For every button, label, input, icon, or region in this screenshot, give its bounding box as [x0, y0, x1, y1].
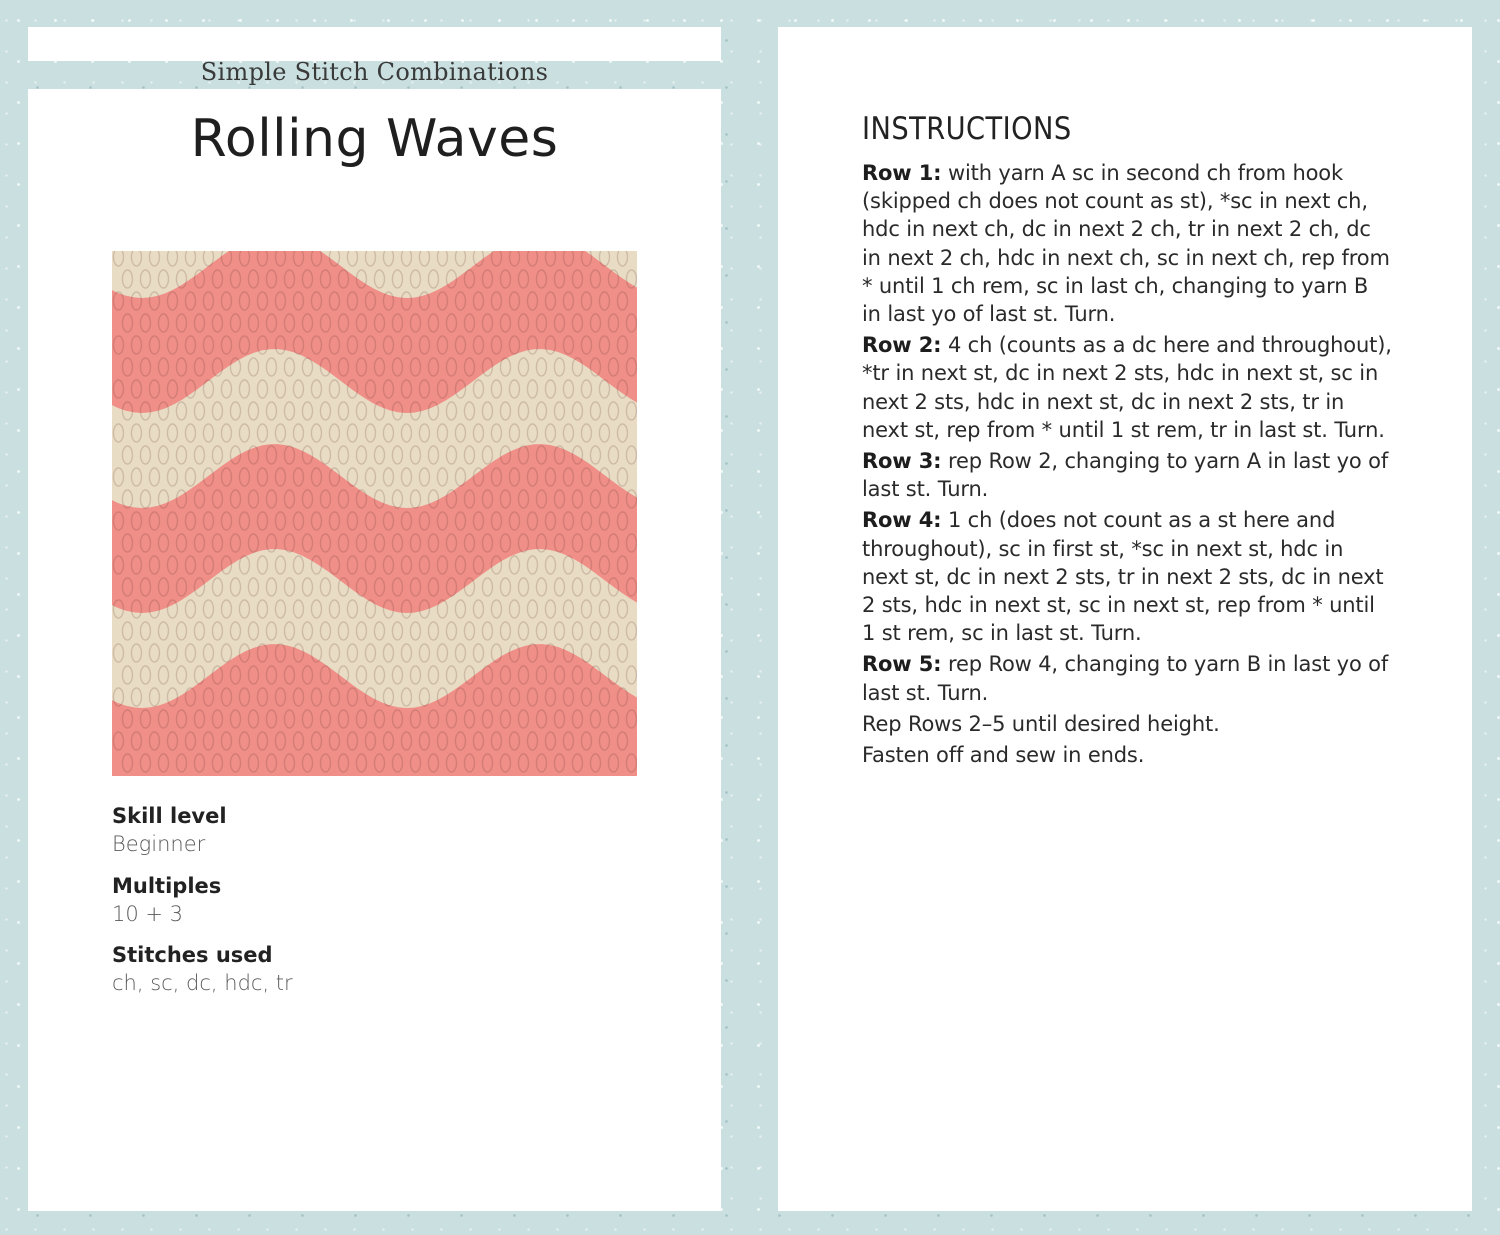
running-head: Simple Stitch Combinations — [200, 58, 549, 86]
row-text: rep Row 4, changing to yarn B in last yo of last st. Turn. — [862, 652, 1389, 705]
instruction-repeat: Rep Rows 2–5 until desired height. — [862, 711, 1220, 736]
left-page — [28, 89, 721, 1211]
row-text: 4 ch (counts as a dc here and throughout), *tr in next st, dc in next 2 sts, hdc in next st, sc in next 2 sts, hdc in next st, dc in next 2 sts, tr in next st, rep from * until 1 st rem, tr in last st. Turn. — [862, 333, 1392, 442]
crochet-swatch-image — [112, 251, 637, 776]
multiples-label: Multiples — [112, 874, 222, 898]
stitches-used-label: Stitches used — [112, 943, 273, 967]
skill-level-label: Skill level — [112, 804, 227, 828]
skill-level-value: Beginner — [112, 832, 206, 856]
stitches-used-spec — [112, 941, 632, 997]
row-label: Row 3: — [862, 449, 942, 474]
stitches-used-value: ch, sc, dc, hdc, tr — [112, 971, 293, 995]
row-text: with yarn A sc in second ch from hook (skipped ch does not count as st), *sc in next ch, hdc in next ch, dc in next 2 ch, tr in next 2 ch, dc in next 2 ch, hdc in next ch, sc in next ch, rep from * until 1 ch rem, sc in last ch, changing to yarn B in last yo of last st. Turn. — [862, 161, 1390, 327]
row-label: Row 5: — [862, 652, 942, 677]
skill-level-spec — [112, 802, 632, 858]
swatch-illustration — [112, 251, 637, 776]
instruction-row-3 — [862, 447, 1392, 503]
instructions-list — [862, 159, 1392, 772]
instruction-row-4 — [862, 506, 1392, 647]
multiples-spec — [112, 872, 632, 928]
row-label: Row 1: — [862, 161, 942, 185]
instructions-heading: INSTRUCTIONS — [862, 111, 1072, 147]
row-text: 1 ch (does not count as a st here and throughout), sc in first st, *sc in next st, hdc in next st, dc in next 2 sts, tr in next 2 sts, dc in next 2 sts, hdc in next st, sc in next st, rep from * until 1 st rem, sc in last st. Turn. — [862, 508, 1384, 646]
left-page-top-strip — [28, 27, 721, 61]
right-page — [778, 27, 1472, 1211]
multiples-value: 10 + 3 — [112, 902, 184, 926]
instruction-finish: Fasten off and sew in ends. — [862, 743, 1145, 768]
instruction-row-5 — [862, 650, 1392, 706]
row-label: Row 4: — [862, 508, 942, 533]
instruction-row-2 — [862, 331, 1392, 444]
instruction-row-1 — [862, 159, 1392, 328]
pattern-title: Rolling Waves — [190, 109, 559, 169]
row-text: rep Row 2, changing to yarn A in last yo of last st. Turn. — [862, 449, 1389, 502]
row-label: Row 2: — [862, 333, 942, 358]
